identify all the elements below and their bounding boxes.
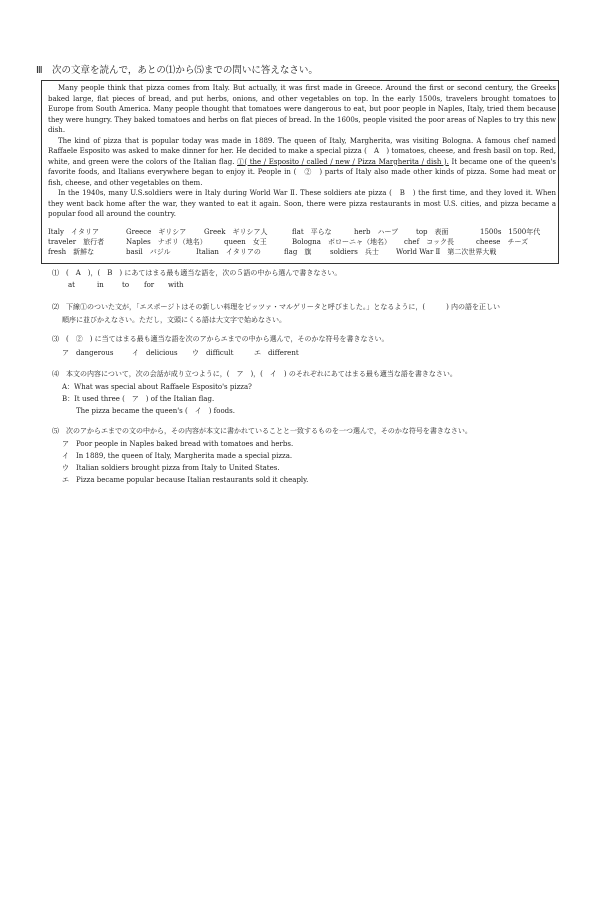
- question-5: ⑸ 次のアからエまでの文の中から，その内容が本文に書かれていることと一致するものを一つ選んで，そのかな符号を書きなさい。: [52, 427, 472, 435]
- glossary-entry: traveler 旅行者: [48, 238, 105, 246]
- glossary-entry: Greek ギリシア人: [204, 228, 268, 236]
- question-2-line-2: 順序に並びかえなさい。ただし，文頭にくる語は大文字で始めなさい。: [62, 316, 286, 324]
- question-1: ⑴ ( A )，( B ) にあてはまる最も適当な語を，次の５語の中から選んで書きなさい。: [52, 269, 342, 277]
- q3-option-i: イ delicious: [132, 349, 178, 357]
- glossary-entry: Naples ナポリ（地名）: [126, 238, 207, 246]
- q3-option-a: ア dangerous: [62, 349, 114, 357]
- glossary-entry: Bologna ボローニャ（地名）: [292, 238, 391, 246]
- q3-option-u: ウ difficult: [192, 349, 234, 357]
- underlined-sentence-1: ①( the / Esposito / called / new / Pizza Margherita / dish ).: [237, 157, 449, 166]
- glossary-row-1: [48, 227, 556, 237]
- passage-paragraph-1: Many people think that pizza comes from Italy. But actually, it was first made in Greece. Around the first or second century, the Greeks baked large, flat pieces of bread, and put herbs, onions, and other vegetables on top. In the early 1500s, travelers brought tomatoes to Europe from South America. Many people thought that tomatoes were dangerous to eat, but poor people in Naples, Italy, tried them because they were hungry. They baked tomatoes and herbs on flat pieces of bread. In the 1600s, people visited the poor areas of Naples to try this new dish.: [48, 84, 556, 134]
- q1-word-option: in: [97, 281, 104, 289]
- section-heading: Ⅲ 次の文章を読んで，あとの⑴から⑸までの問いに答えなさい。: [36, 65, 318, 76]
- passage-paragraph-2: [48, 136, 556, 189]
- glossary-entry: top 表面: [416, 228, 449, 236]
- q3-option-e: エ different: [254, 349, 299, 357]
- q1-word-option: to: [122, 281, 130, 289]
- q4-dialogue-a: A：What was special about Raffaele Esposito's pizza?: [62, 383, 252, 391]
- q5-option-u: ウ Italian soldiers brought pizza from Italy to United States.: [62, 464, 280, 472]
- q4-dialogue-b: B：It used three ( ア ) of the Italian flag.: [62, 395, 215, 403]
- question-4: ⑷ 本文の内容について，次の会話が成り立つように，( ア )，( イ ) のそれぞれにあてはまる最も適当な語を書きなさい。: [52, 370, 457, 378]
- glossary-entry: herb ハーブ: [354, 228, 399, 236]
- question-3: ⑶ ( ② ) に当てはまる最も適当な語を次のアからエまでの中から選んで，そのかな符号を書きなさい。: [52, 335, 389, 343]
- glossary-entry: cheese チーズ: [476, 238, 529, 246]
- q1-word-option: with: [168, 281, 184, 289]
- glossary-row-2: [48, 237, 556, 247]
- glossary-entry: World War Ⅱ 第二次世界大戦: [396, 248, 497, 256]
- glossary-entry: chef コック長: [404, 238, 455, 246]
- vocabulary-glossary: [48, 227, 556, 257]
- glossary-entry: Italy イタリア: [48, 228, 99, 236]
- passage-paragraph-2-a: The kind of pizza that is popular today was made in 1889. The queen of Italy, Margherita, was visiting Bologna. A famous chef named Raffaele Esposito was asked to make dinner for her. He decided to make a special pizza ( A ) tomatoes, cheese, and fresh basil on top. Red, white, and green were the colors of the Italian flag.: [48, 136, 556, 166]
- glossary-entry: flag 旗: [284, 248, 312, 256]
- glossary-entry: flat 平らな: [292, 228, 332, 236]
- glossary-entry: Greece ギリシア: [126, 228, 187, 236]
- q1-word-option: at: [68, 281, 75, 289]
- q5-option-e: エ Pizza became popular because Italian restaurants sold it cheaply.: [62, 476, 309, 484]
- q1-word-option: for: [144, 281, 155, 289]
- reading-passage: [48, 83, 556, 220]
- glossary-entry: queen 女王: [224, 238, 267, 246]
- glossary-entry: 1500s 1500年代: [480, 228, 541, 236]
- glossary-entry: basil バジル: [126, 248, 171, 256]
- glossary-entry: Italian イタリアの: [196, 248, 261, 256]
- q5-option-a: ア Poor people in Naples baked bread with tomatoes and herbs.: [62, 440, 294, 448]
- glossary-entry: fresh 新鮮な: [48, 248, 95, 256]
- passage-paragraph-2-b: It became one of the queen's favorite foods, and Italians everywhere began to enjoy it. People in ( ② ) parts of Italy also made other kinds of pizza. Some had meat or fish, cheese, and other vegetables on them.: [48, 157, 556, 187]
- question-2-line-1: ⑵ 下線①のついた文が，「エスポージトはその新しい料理をピッツァ・マルゲリータと呼びました。」となるように，( ) 内の語を正しい: [52, 303, 501, 311]
- glossary-entry: soldiers 兵士: [330, 248, 379, 256]
- glossary-row-3: [48, 247, 556, 257]
- q5-option-i: イ In 1889, the queen of Italy, Margherita made a special pizza.: [62, 452, 293, 460]
- passage-paragraph-3: In the 1940s, many U.S.soldiers were in Italy during World War Ⅱ. These soldiers ate pizza ( B ) the first time, and they loved it. When they went back home after the war, they wanted to eat it again. Soon, there were pizza restaurants in most U.S. cities, and pizza became a popular food all around the country.: [48, 189, 556, 218]
- q4-dialogue-c: The pizza became the queen's ( イ ) foods.: [76, 407, 235, 415]
